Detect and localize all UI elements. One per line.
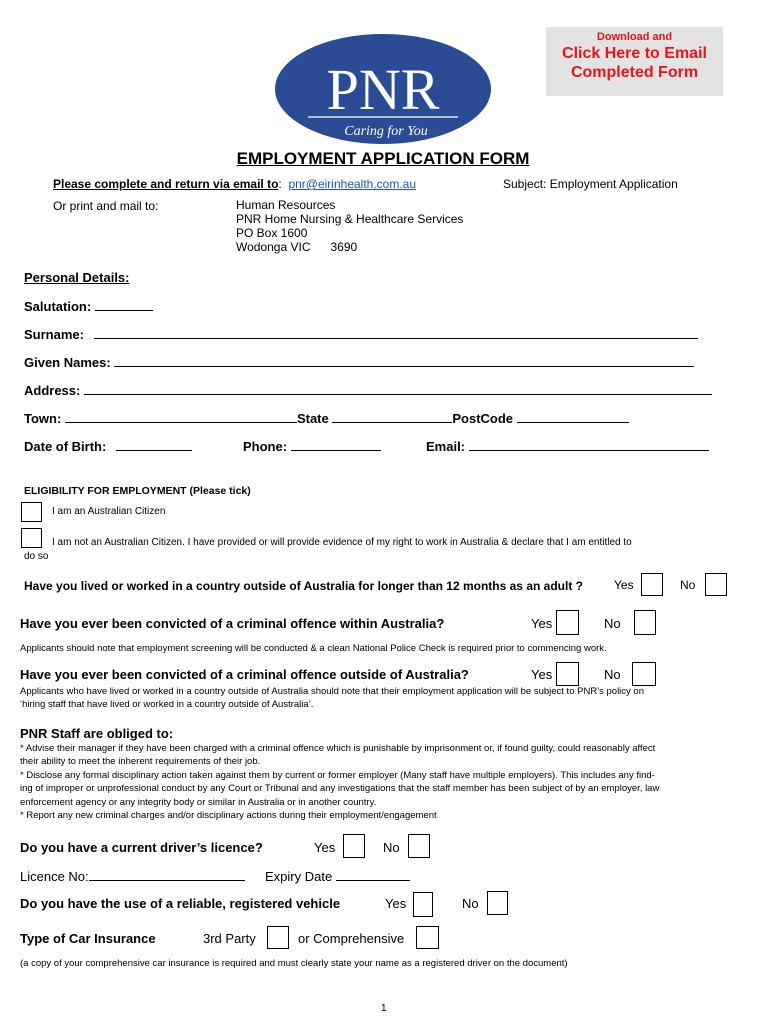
lived-yes-checkbox[interactable] [641,573,663,596]
insurance-label: Type of Car Insurance [20,931,156,946]
convicted-in-yes-checkbox[interactable] [556,610,579,635]
email-label: Email: [426,439,466,454]
licence-no-checkbox[interactable] [408,834,430,858]
licence-yes-checkbox[interactable] [343,834,365,858]
not-citizen-checkbox[interactable] [21,528,42,548]
lived-note [20,685,644,711]
return-colon: : [278,177,282,191]
screening-note: Applicants should note that employment screening will be conducted & a clean National Police Check is required prior to commencing work. [20,643,607,654]
convicted-outside-question: Have you ever been convicted of a criminal offence outside of Australia? [20,667,469,682]
convicted-in-no-label: No [604,616,621,631]
click-here-label: Click Here to Email [562,45,707,62]
address-line: PNR Home Nursing & Healthcare Services [236,212,464,226]
completed-form-label: Completed Form [570,64,699,81]
svg-text:Caring for You: Caring for You [344,124,428,139]
obliged-line: * Report any new criminal charges and/or disciplinary actions during their employment/engagement [20,810,437,822]
obliged-line: enforcement agency or any integrity body or similar in Australia or in another country. [20,796,377,808]
town-field[interactable] [65,410,297,423]
state-field[interactable] [332,410,452,423]
postcode-field[interactable] [517,410,629,423]
convicted-australia-question: Have you ever been convicted of a criminal offence within Australia? [20,616,445,631]
licence-no-field[interactable] [89,868,245,881]
town-label: Town: [24,411,62,426]
address-label: Address: [24,383,81,398]
phone-field[interactable] [291,438,381,451]
address-line: Human Resources [236,198,336,212]
obliged-heading: PNR Staff are obliged to: [20,726,174,741]
personal-details-heading: Personal Details: [24,270,130,285]
obliged-line: * Advise their manager if they have been charged with a criminal offence which is punishable by imprisonment or, if found guilty, could reasonably affect [20,743,656,754]
not-citizen-label-cont: do so [24,551,49,562]
dob-label: Date of Birth: [24,439,107,454]
lived-yes-label: Yes [614,578,634,592]
svg-text:PNR: PNR [326,57,440,122]
convicted-out-no-checkbox[interactable] [632,662,656,686]
lived-overseas-question: Have you lived or worked in a country outside of Australia for longer than 12 months as an adult ? [24,579,583,593]
address-line: PO Box 1600 [236,226,308,240]
convicted-out-no-label: No [604,667,621,682]
email-form-button[interactable] [546,27,723,96]
salutation-field[interactable] [95,298,153,311]
lived-note-line: Applicants who have lived or worked in a country outside of Australia should note that their employment application will be subject to PNR’s policy on [20,686,644,697]
dob-field[interactable] [116,438,192,451]
licence-no-label: No [383,840,400,855]
return-label: Please complete and return via email to [53,177,279,191]
vehicle-question: Do you have the use of a reliable, registered vehicle [20,896,341,911]
surname-label: Surname: [24,327,84,342]
lived-note-line: ‘hiring staff that have lived or worked in a country outside of Australia’. [20,699,314,710]
lived-no-label: No [680,578,696,592]
state-label: State [296,411,329,426]
obliged-line: ing of improper or unprofessional conduct by any Court or Tribunal and any investigations that the staff member has been subject of by an employer, law [20,783,660,795]
vehicle-yes-checkbox[interactable] [413,892,433,917]
convicted-out-yes-checkbox[interactable] [556,662,579,686]
phone-label: Phone: [243,439,288,454]
email-field[interactable] [469,438,709,451]
vehicle-no-label: No [462,896,479,911]
australian-citizen-label: I am an Australian Citizen [52,506,166,517]
obliged-list [20,742,659,822]
mail-label: Or print and mail to: [53,199,159,213]
email-link[interactable]: pnr@eirinhealth.com.au [288,177,417,191]
return-instruction [53,177,416,191]
licence-yes-label: Yes [314,840,336,855]
convicted-in-no-checkbox[interactable] [634,610,656,635]
vehicle-no-checkbox[interactable] [487,891,508,915]
postcode-label: PostCode [452,411,514,426]
given-names-label: Given Names: [24,355,111,370]
convicted-out-yes-label: Yes [531,667,553,682]
page-number: 1 [381,1003,387,1014]
address-field[interactable] [84,382,712,395]
licence-no-label: Licence No: [20,869,89,884]
salutation-label: Salutation: [24,299,92,314]
mail-address [236,198,463,254]
pnr-logo [274,33,492,145]
expiry-date-field[interactable] [336,868,410,881]
vehicle-yes-label: Yes [385,896,407,911]
comprehensive-label: or Comprehensive [298,931,405,946]
expiry-date-label: Expiry Date [265,869,333,884]
third-party-checkbox[interactable] [267,926,289,949]
not-citizen-label: I am not an Australian Citizen. I have provided or will provide evidence of my right to work in Australia & declare that I am entitled to [52,537,632,548]
obliged-line: their ability to meet the inherent requirements of their job. [20,756,261,768]
insurance-note: (a copy of your comprehensive car insurance is required and must clearly state your name as a registered driver on the document) [20,958,568,969]
third-party-label: 3rd Party [203,931,256,946]
lived-no-checkbox[interactable] [705,573,727,596]
obliged-line: * Disclose any formal disciplinary action taken against them by current or former employer (Many staff have multiple employers). This includes any find- [20,769,655,781]
address-line: Wodonga VIC 3690 [236,240,358,254]
comprehensive-checkbox[interactable] [416,926,439,949]
surname-field[interactable] [94,326,698,339]
subject-text: Subject: Employment Application [503,177,678,191]
given-names-field[interactable] [114,354,694,367]
convicted-in-yes-label: Yes [531,616,553,631]
australian-citizen-checkbox[interactable] [21,502,42,522]
licence-question: Do you have a current driver’s licence? [20,840,263,855]
download-label: Download and [596,31,673,43]
page-title: EMPLOYMENT APPLICATION FORM [236,149,530,168]
eligibility-heading: ELIGIBILITY FOR EMPLOYMENT (Please tick) [24,485,251,497]
